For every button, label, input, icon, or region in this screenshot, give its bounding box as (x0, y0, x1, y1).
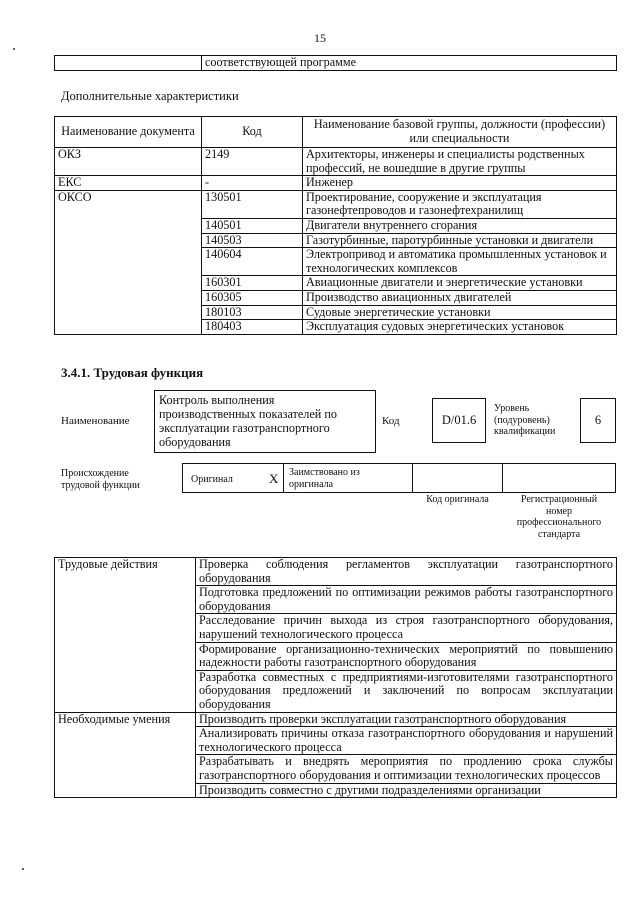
code-cell: 140503 (202, 233, 303, 248)
function-name-box (154, 390, 376, 453)
code-cell: 160301 (202, 276, 303, 291)
code-cell: 130501 (202, 190, 303, 218)
qualification-level-value: 6 (594, 413, 602, 427)
skill-item: Анализировать причины отказа газотранспортного оборудования и нарушений технологического процесса (196, 727, 617, 755)
borrowed-label: Заимствовано из оригинала (289, 467, 360, 490)
original-label: Оригинал (191, 474, 233, 485)
labor-action-item: Формирование организационно-технических мероприятий по повышению надежности работы газотранспортного оборудования (196, 642, 617, 670)
code-label: Код (382, 415, 400, 427)
additional-characteristics-table (54, 116, 617, 335)
origin-borrowed-box (283, 463, 413, 493)
skill-item: Производить совместно с другими подразделениями организации (196, 783, 617, 798)
doc-cell: ЕКС (55, 176, 202, 191)
name-cell: Судовые энергетические установки (303, 305, 617, 320)
skill-item: Разрабатывать и внедрять мероприятия по продлению срока службы газотранспортного оборудования и оптимизации технологических процессов (196, 755, 617, 783)
doc-cell: ОКЗ (55, 148, 202, 176)
table-row (55, 148, 617, 176)
original-x-mark: X (269, 471, 279, 486)
labor-action-item: Разработка совместных с предприятиями-изготовителями газотранспортного оборудования предложений и заключений по вопросам эксплуатации оборудования (196, 670, 617, 712)
table-row (55, 176, 617, 191)
function-name-value: Контроль выполнения производственных показателей по эксплуатации газотранспортного оборудования (159, 393, 337, 449)
registration-number-caption: Регистрационный номер профессионального стандарта (516, 494, 602, 540)
function-code-value: D/01.6 (441, 413, 477, 427)
name-cell: Электропривод и автоматика промышленных установок и технологических комплексов (303, 248, 617, 276)
labor-action-item: Расследование причин выхода из строя газотранспортного оборудования, нарушений технологического процесса (196, 614, 617, 642)
labor-action-item: Подготовка предложений по оптимизации режимов работы газотранспортного оборудования (196, 586, 617, 614)
table-row (55, 190, 617, 218)
name-label: Наименование (61, 415, 130, 427)
code-cell: 180403 (202, 320, 303, 335)
fragment-text: соответствующей программе (202, 56, 617, 71)
fragment-empty-cell (55, 56, 202, 71)
function-code-box (432, 398, 486, 443)
code-cell: 140604 (202, 248, 303, 276)
name-cell: Эксплуатация судовых энергетических установок (303, 320, 617, 335)
name-cell: Производство авиационных двигателей (303, 290, 617, 305)
name-cell: Авиационные двигатели и энергетические установки (303, 276, 617, 291)
qualification-level-label: Уровень (подуровень) квалификации (494, 403, 556, 437)
table-row (55, 558, 617, 586)
labor-actions-label: Трудовые действия (55, 558, 196, 713)
labor-function-heading: 3.4.1. Трудовая функция (61, 365, 204, 380)
code-cell: 140501 (202, 218, 303, 233)
scan-speck (13, 48, 15, 50)
doc-cell-okso: ОКСО (55, 190, 202, 334)
name-cell: Архитекторы, инженеры и специалисты родственных профессий, не вошедшие в другие группы (303, 148, 617, 176)
name-cell: Проектирование, сооружение и эксплуатация газонефтепроводов и газонефтехранилищ (303, 190, 617, 218)
additional-characteristics-title: Дополнительные характеристики (61, 89, 239, 103)
origin-label: Происхождение трудовой функции (61, 468, 140, 491)
code-cell: 180103 (202, 305, 303, 320)
origin-original-box (182, 463, 284, 493)
required-skills-label: Необходимые умения (55, 712, 196, 798)
page-number: 15 (314, 31, 326, 45)
previous-table-fragment (54, 55, 617, 71)
name-cell: Газотурбинные, паротурбинные установки и двигатели (303, 233, 617, 248)
labor-actions-table (54, 557, 617, 798)
original-code-box (412, 463, 503, 493)
header-document: Наименование документа (55, 117, 202, 148)
registration-number-box (502, 463, 616, 493)
name-cell: Двигатели внутреннего сгорания (303, 218, 617, 233)
code-cell: - (202, 176, 303, 191)
header-name: Наименование базовой группы, должности (профессии) или специальности (303, 117, 617, 148)
code-cell: 2149 (202, 148, 303, 176)
name-cell: Инженер (303, 176, 617, 191)
code-cell: 160305 (202, 290, 303, 305)
original-code-caption: Код оригинала (426, 494, 489, 505)
qualification-level-box (580, 398, 616, 443)
labor-action-item: Проверка соблюдения регламентов эксплуатации газотранспортного оборудования (196, 558, 617, 586)
scan-speck (22, 868, 24, 870)
table-row (55, 712, 617, 727)
header-code: Код (202, 117, 303, 148)
skill-item: Производить проверки эксплуатации газотранспортного оборудования (196, 712, 617, 727)
